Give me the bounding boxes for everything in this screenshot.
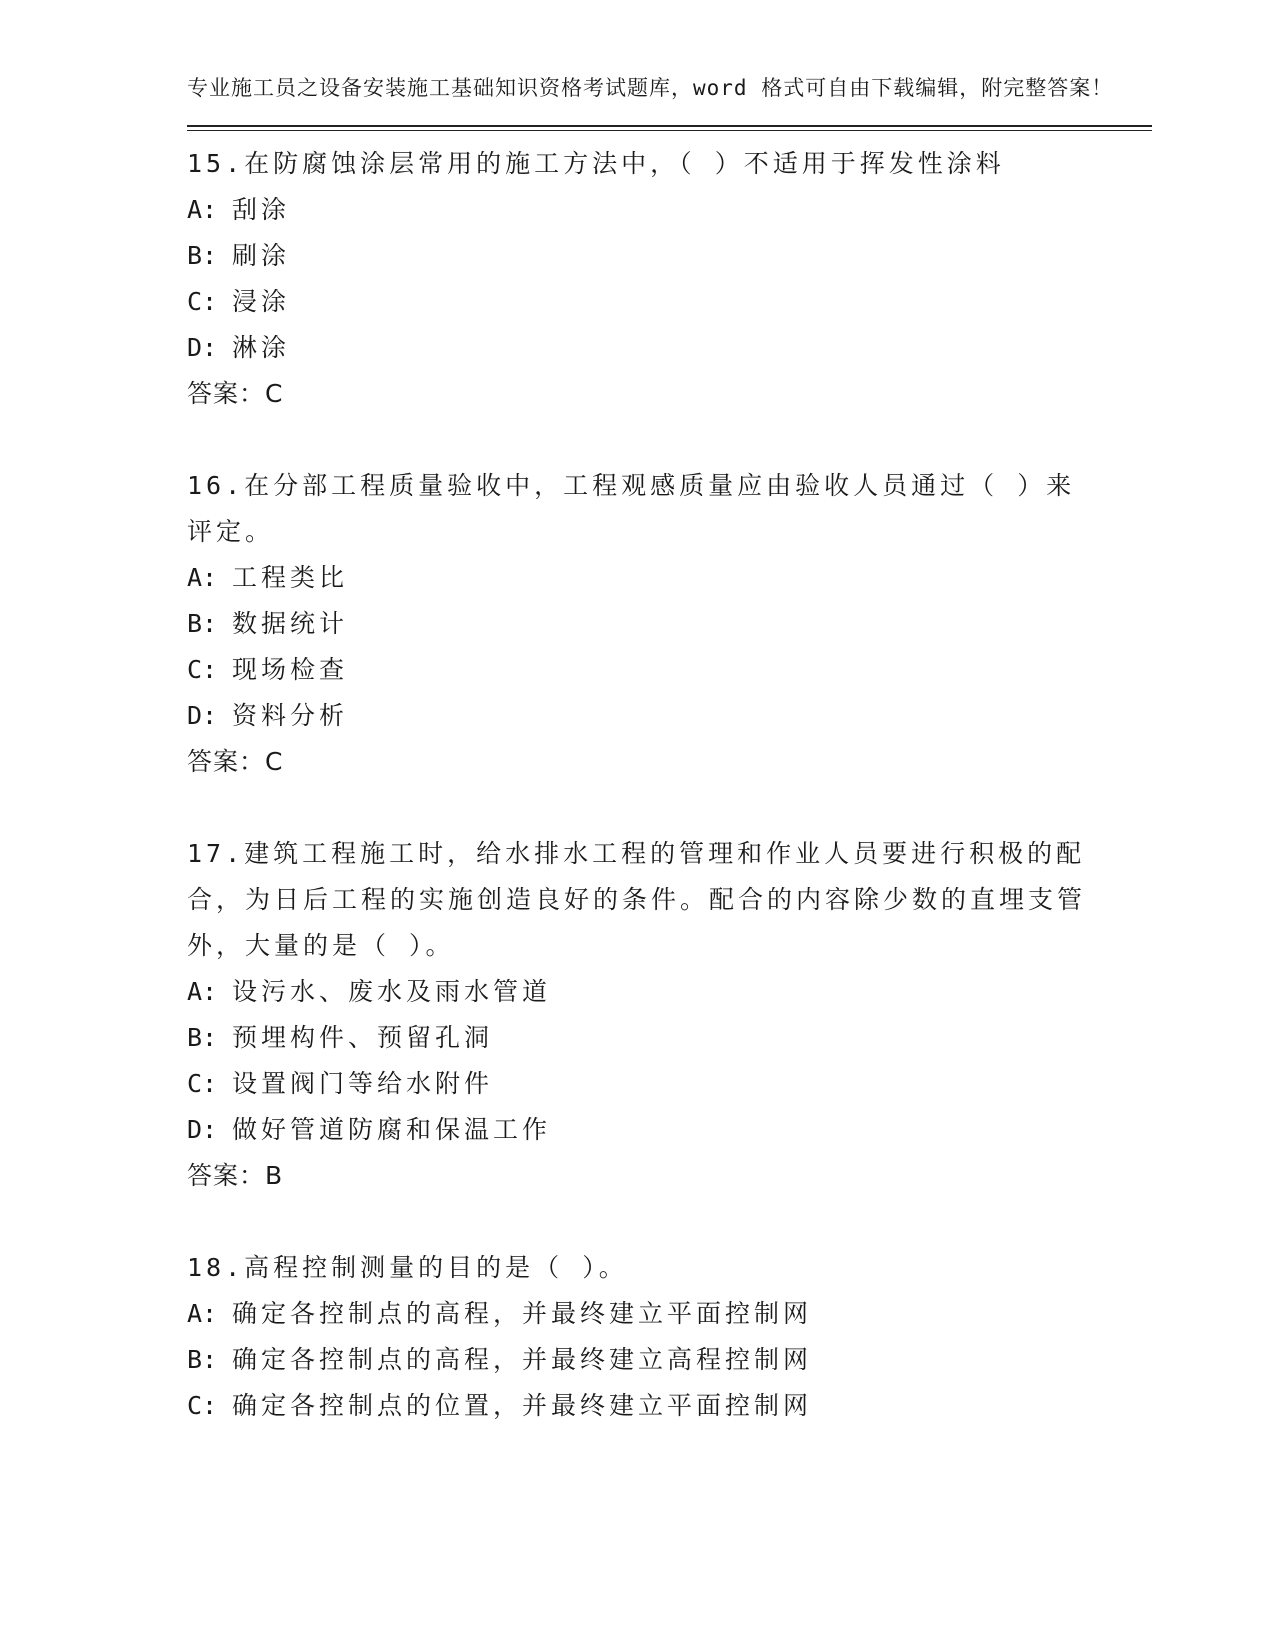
option-a	[187, 187, 1152, 233]
option-text: 预埋构件、预留孔洞	[232, 1023, 494, 1052]
option-label: A:	[187, 563, 218, 592]
option-a	[187, 1291, 1152, 1337]
header-double-rule	[187, 125, 1152, 133]
option-c	[187, 647, 1152, 693]
option-b	[187, 1015, 1152, 1061]
option-b	[187, 233, 1152, 279]
question-stem: 18.高程控制测量的目的是（ ）。	[187, 1253, 628, 1282]
question-stem: 15.在防腐蚀涂层常用的施工方法中，（ ）不适用于挥发性涂料	[187, 149, 1005, 178]
option-text: 浸涂	[232, 287, 291, 316]
option-label: C:	[187, 1391, 218, 1420]
option-text: 资料分析	[232, 701, 349, 730]
option-text: 设污水、废水及雨水管道	[232, 977, 552, 1006]
option-b	[187, 601, 1152, 647]
option-text: 做好管道防腐和保温工作	[232, 1115, 552, 1144]
option-text: 确定各控制点的位置，并最终建立平面控制网	[232, 1391, 813, 1420]
option-a	[187, 555, 1152, 601]
document-page	[187, 72, 1152, 1475]
option-text: 设置阀门等给水附件	[232, 1069, 494, 1098]
option-label: A:	[187, 195, 218, 224]
answer-line: 答案：C	[187, 747, 284, 776]
question-17	[187, 831, 1152, 1199]
option-label: D:	[187, 701, 218, 730]
option-c	[187, 1061, 1152, 1107]
option-a	[187, 969, 1152, 1015]
option-label: B:	[187, 1345, 218, 1374]
option-label: B:	[187, 1023, 218, 1052]
question-16	[187, 463, 1152, 785]
option-text: 刷涂	[232, 241, 291, 270]
question-18	[187, 1245, 1152, 1429]
document-header-title: 专业施工员之设备安装施工基础知识资格考试题库，word 格式可自由下载编辑，附完整答案！	[187, 76, 1114, 100]
answer-line: 答案：C	[187, 379, 284, 408]
option-label: D:	[187, 333, 218, 362]
question-list	[187, 141, 1152, 1429]
option-text: 确定各控制点的高程，并最终建立高程控制网	[232, 1345, 813, 1374]
option-label: C:	[187, 287, 218, 316]
option-label: B:	[187, 241, 218, 270]
option-label: C:	[187, 1069, 218, 1098]
option-c	[187, 279, 1152, 325]
header-rule-thin	[187, 130, 1152, 131]
option-label: A:	[187, 1299, 218, 1328]
option-d	[187, 325, 1152, 371]
question-15	[187, 141, 1152, 417]
option-label: A:	[187, 977, 218, 1006]
answer-line: 答案：B	[187, 1161, 284, 1190]
option-d	[187, 1107, 1152, 1153]
option-text: 刮涂	[232, 195, 291, 224]
question-stem: 16.在分部工程质量验收中，工程观感质量应由验收人员通过（ ）来评定。	[187, 471, 1076, 546]
option-text: 确定各控制点的高程，并最终建立平面控制网	[232, 1299, 813, 1328]
option-c	[187, 1383, 1152, 1429]
option-text: 数据统计	[232, 609, 349, 638]
option-text: 淋涂	[232, 333, 291, 362]
option-d	[187, 693, 1152, 739]
option-text: 现场检查	[232, 655, 349, 684]
question-stem: 17.建筑工程施工时，给水排水工程的管理和作业人员要进行积极的配合，为日后工程的实施创造良好的条件。配合的内容除少数的直埋支管外，大量的是（ ）。	[187, 839, 1087, 960]
option-text: 工程类比	[232, 563, 349, 592]
header-rule-thick	[187, 125, 1152, 127]
option-label: C:	[187, 655, 218, 684]
option-b	[187, 1337, 1152, 1383]
option-label: D:	[187, 1115, 218, 1144]
option-label: B:	[187, 609, 218, 638]
